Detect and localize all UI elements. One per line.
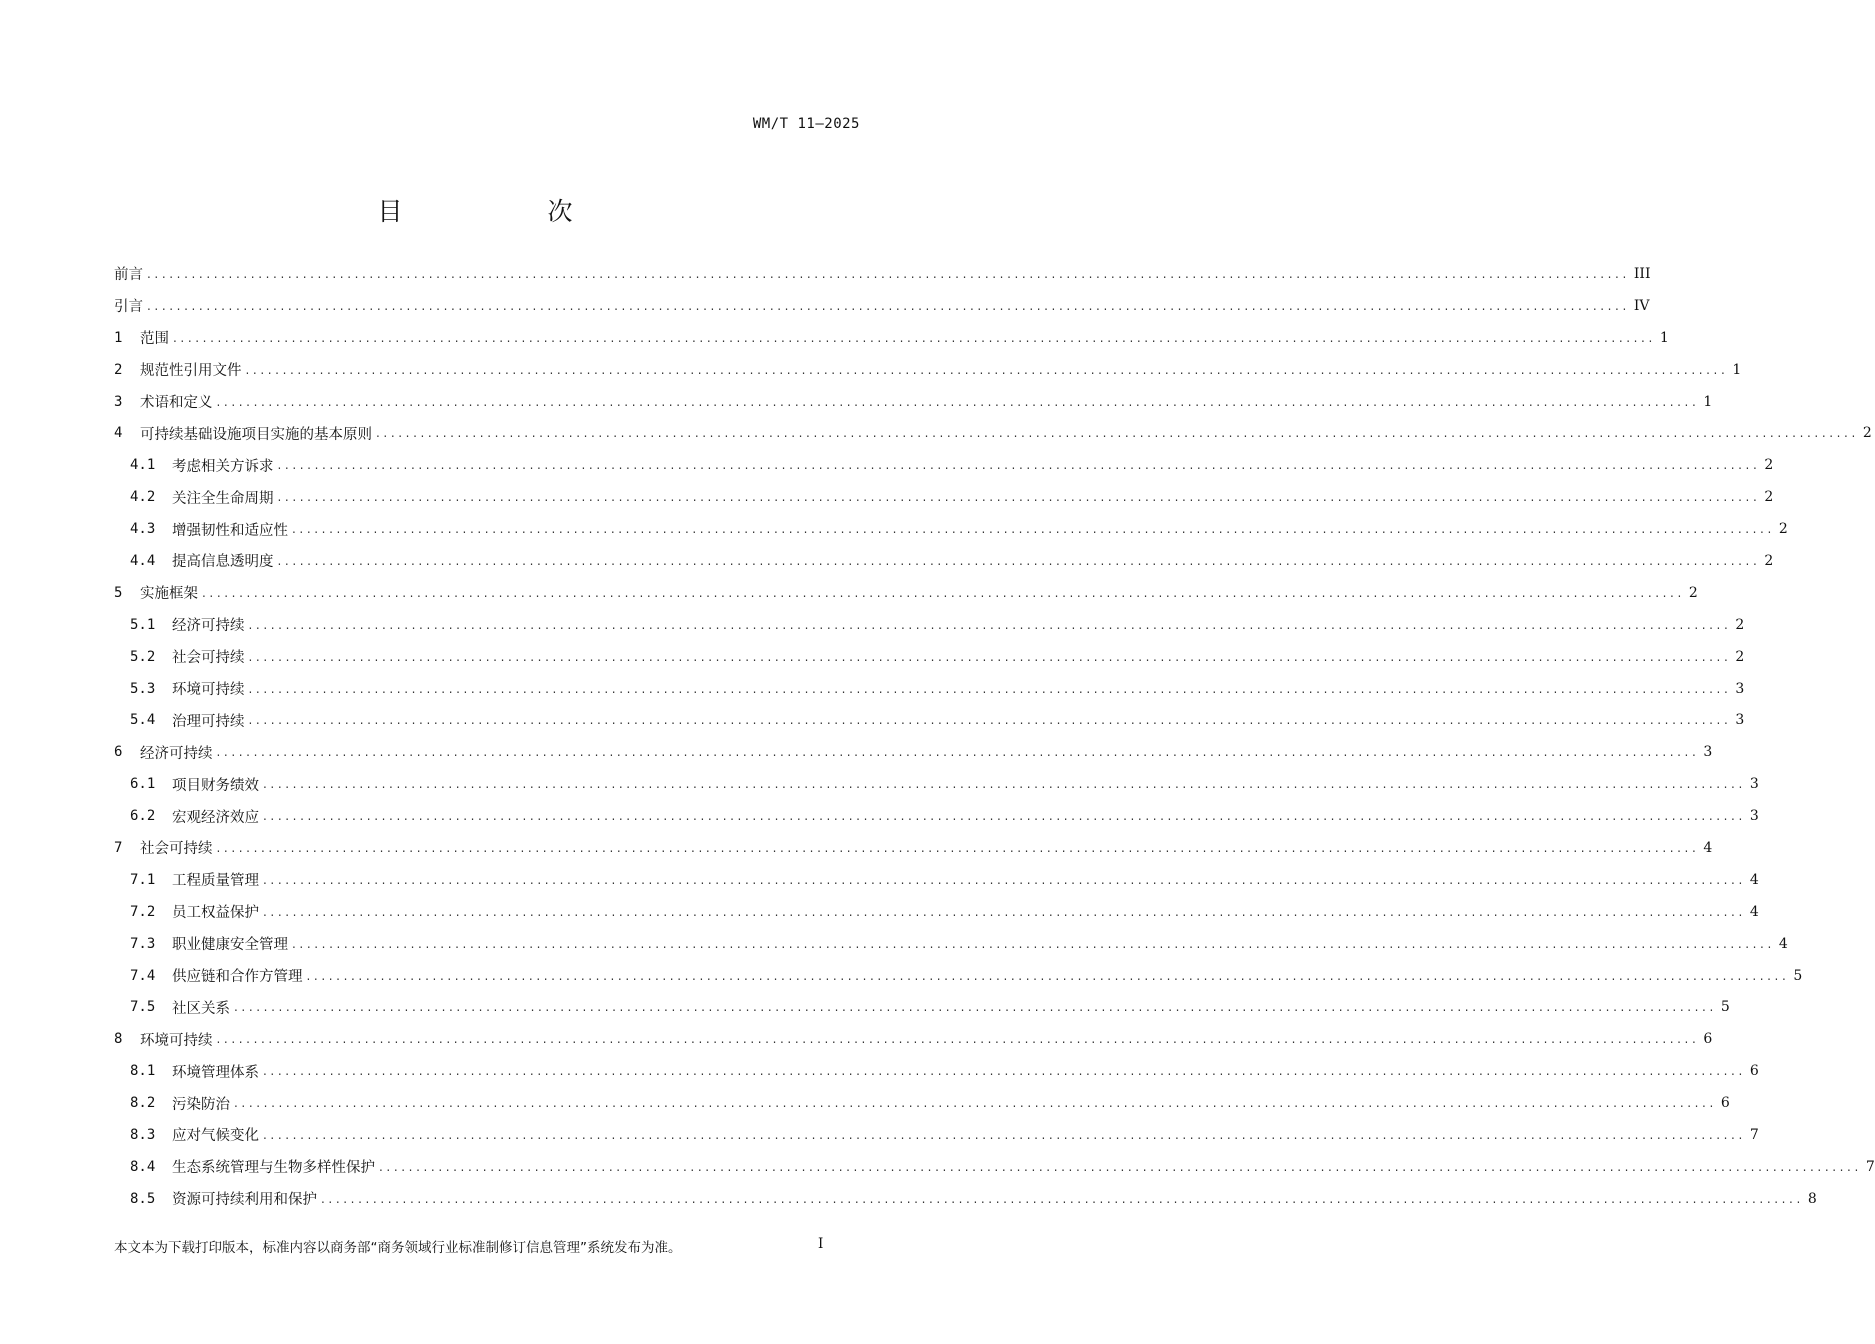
dot-leader: ........................................................................................................................................................................................................ bbox=[147, 298, 1630, 313]
dot-leader: ........................................................................................................................................................................................................ bbox=[248, 681, 1732, 696]
toc-entry[interactable] bbox=[114, 736, 1713, 768]
toc-entry-number: 8.2 bbox=[130, 1095, 156, 1112]
dot-leader: ........................................................................................................................................................................................................ bbox=[245, 362, 1729, 377]
toc-entry-number: 4.4 bbox=[130, 552, 156, 569]
toc-entry-number: 4.1 bbox=[130, 457, 156, 474]
toc-entry-number: 8.5 bbox=[130, 1190, 156, 1207]
dot-leader: ........................................................................................................................................................................................................ bbox=[277, 490, 1761, 505]
toc-entry-label: 项目财务绩效 bbox=[172, 777, 259, 794]
toc-entry-label: 社会可持续 bbox=[172, 650, 245, 667]
dot-leader: ........................................................................................................................................................................................................ bbox=[306, 968, 1790, 983]
toc-entry[interactable] bbox=[114, 960, 1803, 992]
toc-entry-page: 2 bbox=[1764, 457, 1774, 474]
toc-entry[interactable] bbox=[114, 1023, 1713, 1055]
dot-leader: ........................................................................................................................................................................................................ bbox=[216, 1032, 1700, 1047]
toc-entry[interactable] bbox=[114, 449, 1774, 481]
footer-note: 本文本为下载打印版本，标准内容以商务部“商务领域行业标准制修订信息管理”系统发布为准。 bbox=[114, 1240, 682, 1256]
dot-leader: ........................................................................................................................................................................................................ bbox=[263, 1127, 1746, 1142]
toc-entry-page: 2 bbox=[1862, 425, 1872, 442]
toc-entry-label: 经济可持续 bbox=[172, 618, 245, 635]
toc-entry-label: 生态系统管理与生物多样性保护 bbox=[172, 1160, 375, 1177]
dot-leader: ........................................................................................................................................................................................................ bbox=[216, 745, 1700, 760]
toc-entry-page: 4 bbox=[1778, 935, 1788, 952]
toc-entry-page: 3 bbox=[1735, 680, 1745, 697]
dot-leader: ........................................................................................................................................................................................................ bbox=[379, 1159, 1862, 1174]
dot-leader: ........................................................................................................................................................................................................ bbox=[277, 458, 1761, 473]
toc-entry-number: 7.4 bbox=[130, 967, 156, 984]
toc-entry-label: 污染防治 bbox=[172, 1096, 230, 1113]
toc-entry-label: 经济可持续 bbox=[140, 745, 213, 762]
toc-entry-label: 规范性引用文件 bbox=[140, 363, 242, 380]
toc-entry-page: 3 bbox=[1703, 744, 1713, 761]
toc-entry[interactable] bbox=[114, 864, 1759, 896]
toc-entry-label: 治理可持续 bbox=[172, 713, 245, 730]
toc-entry-page: 4 bbox=[1749, 871, 1759, 888]
toc-entry-label: 增强韧性和适应性 bbox=[172, 522, 288, 539]
dot-leader: ........................................................................................................................................................................................................ bbox=[147, 266, 1630, 281]
toc-entry-page: 8 bbox=[1807, 1190, 1817, 1207]
toc-entry-number: 8.3 bbox=[130, 1126, 156, 1143]
toc-entry-label: 实施框架 bbox=[140, 586, 198, 603]
toc-entry[interactable] bbox=[114, 1119, 1759, 1151]
dot-leader: ........................................................................................................................................................................................................ bbox=[263, 872, 1746, 887]
toc-entry[interactable] bbox=[114, 577, 1698, 609]
toc-entry[interactable] bbox=[114, 673, 1745, 705]
toc-entry-number: 7 bbox=[114, 839, 123, 856]
toc-entry-label: 环境可持续 bbox=[172, 682, 245, 699]
toc-entry-number: 8 bbox=[114, 1031, 123, 1048]
toc-entry-number: 5 bbox=[114, 584, 123, 601]
toc-entry-number: 4 bbox=[114, 425, 123, 442]
toc-entry-number: 7.3 bbox=[130, 935, 156, 952]
toc-entry[interactable] bbox=[114, 704, 1745, 736]
toc-entry-number: 5.3 bbox=[130, 680, 156, 697]
footer-page-number: I bbox=[818, 1236, 824, 1252]
toc-entry-label: 环境可持续 bbox=[140, 1032, 213, 1049]
toc-entry-number: 4.3 bbox=[130, 521, 156, 538]
toc-entry[interactable] bbox=[114, 290, 1650, 322]
toc-entry-page: 2 bbox=[1778, 521, 1788, 538]
toc-entry[interactable] bbox=[114, 481, 1774, 513]
toc-entry[interactable] bbox=[114, 354, 1742, 386]
toc-entry-page: 3 bbox=[1749, 776, 1759, 793]
toc-entry-page: 1 bbox=[1703, 393, 1713, 410]
toc-entry[interactable] bbox=[114, 991, 1730, 1023]
toc-entry[interactable] bbox=[114, 417, 1872, 449]
toc-entry[interactable] bbox=[114, 322, 1669, 354]
dot-leader: ........................................................................................................................................................................................................ bbox=[216, 840, 1700, 855]
dot-leader: ........................................................................................................................................................................................................ bbox=[292, 936, 1775, 951]
dot-leader: ........................................................................................................................................................................................................ bbox=[263, 1064, 1746, 1079]
toc-entry-label: 引言 bbox=[114, 299, 143, 316]
toc-entry-page: 4 bbox=[1749, 903, 1759, 920]
toc-entry-number: 7.2 bbox=[130, 903, 156, 920]
dot-leader: ........................................................................................................................................................................................................ bbox=[248, 713, 1732, 728]
toc-entry[interactable] bbox=[114, 513, 1788, 545]
dot-leader: ........................................................................................................................................................................................................ bbox=[173, 330, 1656, 345]
dot-leader: ........................................................................................................................................................................................................ bbox=[202, 585, 1685, 600]
toc-entry-page: 6 bbox=[1720, 1095, 1730, 1112]
dot-leader: ........................................................................................................................................................................................................ bbox=[263, 777, 1746, 792]
toc-entry-number: 5.2 bbox=[130, 648, 156, 665]
toc-entry-label: 前言 bbox=[114, 267, 143, 284]
toc-entry-number: 1 bbox=[114, 329, 123, 346]
toc-entry-label: 可持续基础设施项目实施的基本原则 bbox=[140, 426, 372, 443]
toc-entry-page: 6 bbox=[1749, 1063, 1759, 1080]
toc-entry-number: 6.2 bbox=[130, 808, 156, 825]
toc-entry-number: 3 bbox=[114, 393, 123, 410]
dot-leader: ........................................................................................................................................................................................................ bbox=[234, 1000, 1717, 1015]
toc-entry-page: 5 bbox=[1793, 967, 1803, 984]
toc-entry-label: 术语和定义 bbox=[140, 395, 213, 411]
toc-entry-page: IV bbox=[1633, 297, 1650, 314]
toc-entry-page: 1 bbox=[1732, 361, 1742, 378]
dot-leader: ........................................................................................................................................................................................................ bbox=[216, 394, 1700, 409]
toc-entry-number: 5.1 bbox=[130, 616, 156, 633]
toc-entry-page: 7 bbox=[1749, 1126, 1759, 1143]
toc-entry-page: 2 bbox=[1764, 489, 1774, 506]
toc-entry-label: 社会可持续 bbox=[140, 841, 213, 858]
dot-leader: ........................................................................................................................................................................................................ bbox=[292, 522, 1775, 537]
page-title: 目 次 bbox=[377, 197, 633, 226]
dot-leader: ........................................................................................................................................................................................................ bbox=[263, 809, 1746, 824]
dot-leader: ........................................................................................................................................................................................................ bbox=[248, 649, 1732, 664]
toc-entry-page: 2 bbox=[1735, 616, 1745, 633]
dot-leader: ........................................................................................................................................................................................................ bbox=[248, 617, 1732, 632]
toc-entry-page: 5 bbox=[1720, 999, 1730, 1016]
dot-leader: ........................................................................................................................................................................................................ bbox=[277, 553, 1761, 568]
toc-entry-label: 宏观经济效应 bbox=[172, 809, 259, 826]
toc-entry-number: 7.5 bbox=[130, 999, 156, 1016]
toc-entry[interactable] bbox=[114, 609, 1745, 641]
toc-entry-label: 资源可持续利用和保护 bbox=[172, 1192, 317, 1209]
toc-entry-page: 6 bbox=[1703, 1031, 1713, 1048]
toc-entry-label: 提高信息透明度 bbox=[172, 554, 274, 571]
dot-leader: ........................................................................................................................................................................................................ bbox=[234, 1096, 1717, 1111]
toc-entry-label: 考虑相关方诉求 bbox=[172, 458, 274, 475]
toc-entry-number: 6 bbox=[114, 744, 123, 761]
toc-entry-number: 8.4 bbox=[130, 1158, 156, 1175]
toc-entry-page: 7 bbox=[1865, 1158, 1875, 1175]
toc-entry-number: 5.4 bbox=[130, 712, 156, 729]
toc-entry-label: 员工权益保护 bbox=[172, 905, 259, 922]
toc-entry-label: 供应链和合作方管理 bbox=[172, 969, 303, 986]
toc-entry[interactable] bbox=[114, 545, 1774, 577]
toc-entry[interactable] bbox=[114, 768, 1759, 800]
toc-entry-page: 4 bbox=[1703, 839, 1713, 856]
toc-entry-number: 2 bbox=[114, 361, 123, 378]
toc-entry-page: 3 bbox=[1749, 808, 1759, 825]
toc-entry-number: 6.1 bbox=[130, 776, 156, 793]
toc-entry-number: 8.1 bbox=[130, 1063, 156, 1080]
toc-entry-page: 2 bbox=[1735, 648, 1745, 665]
toc-entry[interactable] bbox=[114, 1151, 1875, 1183]
toc-entry[interactable] bbox=[114, 896, 1759, 928]
toc-entry-page: 3 bbox=[1735, 712, 1745, 729]
toc-entry-number: 4.2 bbox=[130, 489, 156, 506]
toc-entry-label: 关注全生命周期 bbox=[172, 490, 274, 507]
toc-entry-label: 社区关系 bbox=[172, 1000, 230, 1017]
toc-entry-label: 工程质量管理 bbox=[172, 873, 259, 890]
toc-entry-label: 职业健康安全管理 bbox=[172, 937, 288, 954]
toc-entry[interactable] bbox=[114, 832, 1713, 864]
dot-leader: ........................................................................................................................................................................................................ bbox=[321, 1191, 1804, 1206]
toc-entry-label: 环境管理体系 bbox=[172, 1064, 259, 1081]
toc-entry-label: 范围 bbox=[140, 331, 169, 348]
toc-entry[interactable] bbox=[114, 386, 1713, 418]
dot-leader: ........................................................................................................................................................................................................ bbox=[376, 426, 1859, 441]
toc-entry[interactable] bbox=[114, 1183, 1817, 1215]
toc-entry[interactable] bbox=[114, 258, 1651, 290]
toc-entry[interactable] bbox=[114, 928, 1788, 960]
toc-entry[interactable] bbox=[114, 800, 1759, 832]
document-code: WM/T 11—2025 bbox=[752, 116, 860, 132]
toc-entry-page: 1 bbox=[1659, 329, 1669, 346]
toc-entry-label: 应对气候变化 bbox=[172, 1128, 259, 1145]
toc-entry-page: III bbox=[1633, 265, 1651, 282]
toc-entry-number: 7.1 bbox=[130, 871, 156, 888]
toc-entry[interactable] bbox=[114, 1087, 1730, 1119]
toc-entry[interactable] bbox=[114, 1055, 1759, 1087]
toc-entry[interactable] bbox=[114, 641, 1745, 673]
toc-entry-page: 2 bbox=[1764, 552, 1774, 569]
dot-leader: ........................................................................................................................................................................................................ bbox=[263, 904, 1746, 919]
table-of-contents bbox=[114, 258, 1875, 1215]
toc-entry-page: 2 bbox=[1688, 584, 1698, 601]
